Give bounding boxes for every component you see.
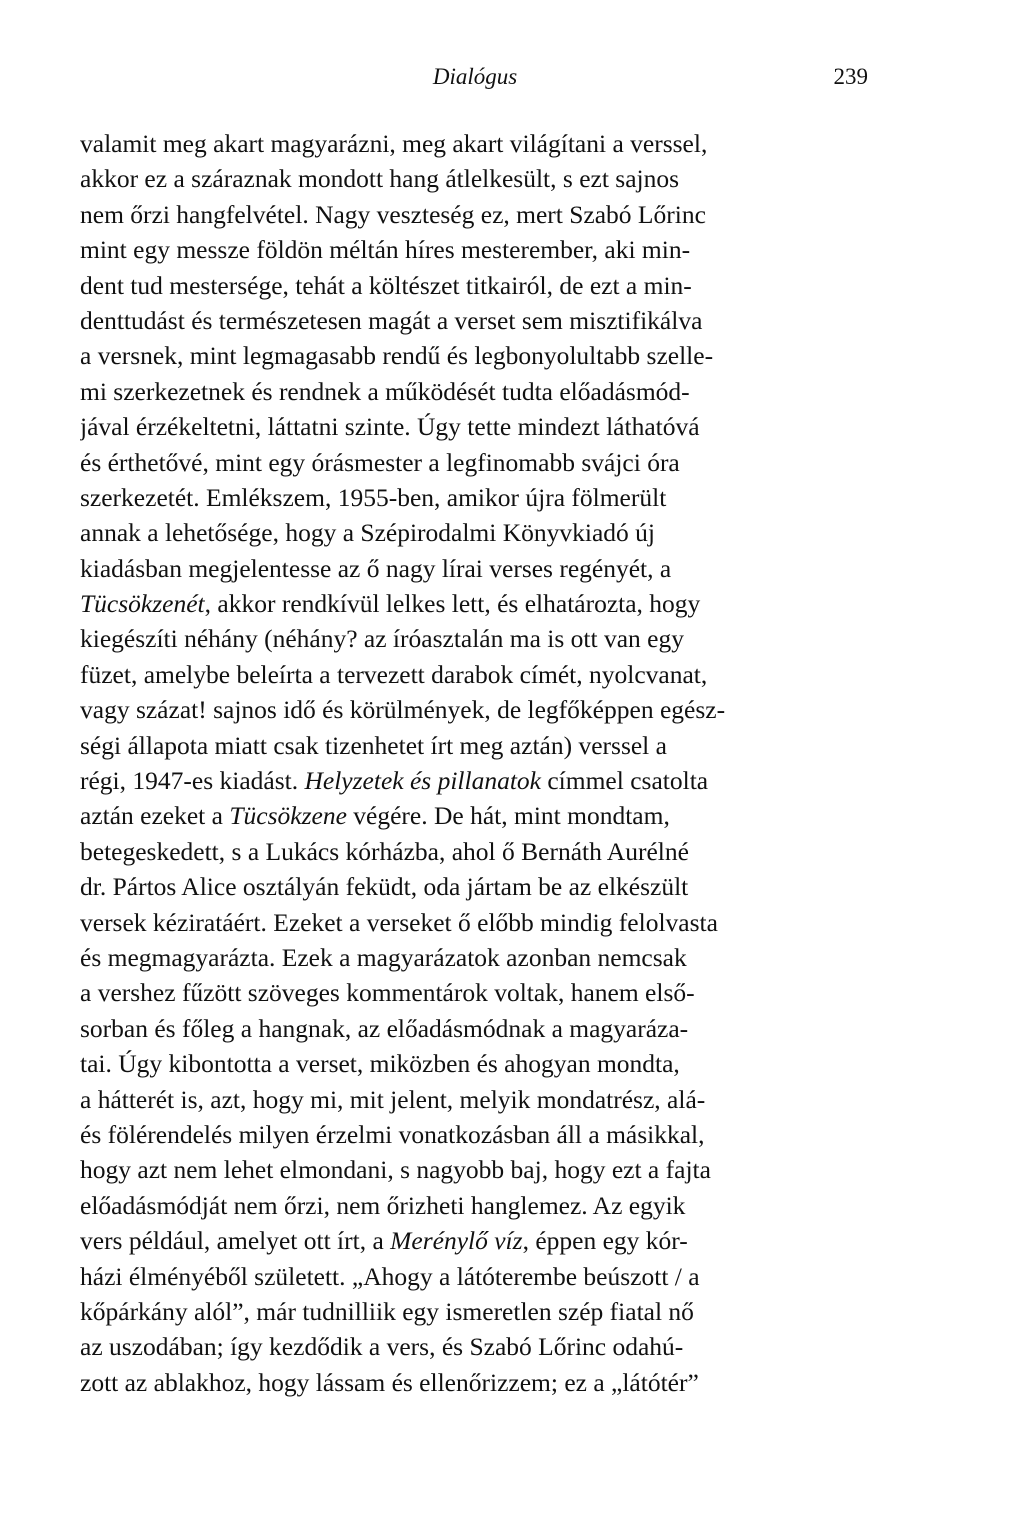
text-line: nem őrzi hangfelvétel. Nagy veszteség ez, mert Szabó Lőrinc (80, 199, 706, 229)
text-segment: régi, 1947-es kiadást. (80, 766, 305, 796)
italic-title: Merénylő víz (390, 1226, 523, 1256)
text-line: dent tud mestersége, tehát a költészet titkairól, de ezt a min- (80, 270, 692, 300)
text-line: zott az ablakhoz, hogy lássam és ellenőrizzem; ez a „látótér” (80, 1367, 699, 1397)
italic-title: Tücsökzene (229, 801, 347, 831)
body-text (80, 126, 868, 1400)
text-line: a hátterét is, azt, hogy mi, mit jelent, melyik mondatrész, alá- (80, 1084, 706, 1114)
text-line: akkor ez a száraznak mondott hang átlelkesült, s ezt sajnos (80, 164, 680, 194)
text-segment: vers például, amelyet ott írt, a (80, 1226, 391, 1256)
text-segment: , akkor rendkívül lelkes lett, és elhatározta, hogy (204, 589, 701, 619)
text-line: az uszodában; így kezdődik a vers, és Szabó Lőrinc odahú- (80, 1332, 684, 1362)
text-line: kőpárkány alól”, már tudnilliik egy ismeretlen szép fiatal nő (80, 1296, 694, 1326)
text-line: annak a lehetősége, hogy a Szépirodalmi Könyvkiadó új (80, 518, 656, 548)
text-line: sorban és főleg a hangnak, az előadásmódnak a magyaráza- (80, 1013, 689, 1043)
text-line (80, 798, 868, 833)
text-line: betegeskedett, s a Lukács kórházba, ahol ő Bernáth Aurélné (80, 836, 689, 866)
page-number: 239 (833, 64, 868, 89)
running-title: Dialógus (432, 64, 518, 89)
text-line: jával érzékeltetni, láttatni szinte. Úgy tette mindezt láthatóvá (80, 412, 700, 442)
text-line: a vershez fűzött szöveges kommentárok voltak, hanem első- (80, 978, 695, 1008)
text-line: a versnek, mint legmagasabb rendű és legbonyolultabb szelle- (80, 341, 714, 371)
text-line: kiadásban megjelentesse az ő nagy lírai verses regényét, a (80, 553, 672, 583)
text-line: vagy százat! sajnos idő és körülmények, de legfőképpen egész- (80, 695, 726, 725)
text-line: füzet, amelybe beleírta a tervezett darabok címét, nyolcvanat, (80, 659, 708, 689)
text-segment: , éppen egy kór- (522, 1226, 688, 1256)
text-line: kiegészíti néhány (néhány? az íróasztalán ma is ott van egy (80, 624, 684, 654)
text-line: ségi állapota miatt csak tizenhetet írt meg aztán) verssel a (80, 730, 667, 760)
text-line: mint egy messze földön méltán híres mesterember, aki min- (80, 235, 691, 265)
text-line: tai. Úgy kibontotta a verset, miközben és ahogyan mondta, (80, 1049, 680, 1079)
text-line: hogy azt nem lehet elmondani, s nagyobb baj, hogy ezt a fajta (80, 1155, 711, 1185)
text-line: dr. Pártos Alice osztályán feküdt, oda jártam be az elkészült (80, 872, 689, 902)
text-line: versek kéziratáért. Ezeket a verseket ő előbb mindig felolvasta (80, 907, 718, 937)
text-line: és érthetővé, mint egy órásmester a legfinomabb svájci óra (80, 447, 680, 477)
text-segment: végére. De hát, mint mondtam, (346, 801, 670, 831)
text-line: denttudást és természetesen magát a verset sem misztifikálva (80, 305, 703, 335)
text-line: házi élményéből született. „Ahogy a látóterembe beúszott / a (80, 1261, 700, 1291)
text-line: szerkezetét. Emlékszem, 1955-ben, amikor újra fölmerült (80, 482, 667, 512)
italic-title: Helyzetek és pillanatok (304, 766, 541, 796)
text-line (80, 586, 868, 621)
text-line: előadásmódját nem őrzi, nem őrizheti hanglemez. Az egyik (80, 1190, 686, 1220)
text-line: mi szerkezetnek és rendnek a működését tudta előadásmód- (80, 376, 690, 406)
text-segment: aztán ezeket a (80, 801, 230, 831)
text-line (80, 763, 868, 798)
italic-title: Tücsökzenét (80, 589, 205, 619)
text-line: valamit meg akart magyarázni, meg akart világítani a verssel, (80, 129, 708, 158)
text-segment: címmel csatolta (540, 766, 709, 796)
text-line (80, 1223, 868, 1258)
running-head (0, 62, 1024, 92)
text-line: és fölérendelés milyen érzelmi vonatkozásban áll a másikkal, (80, 1119, 705, 1149)
text-line: és megmagyarázta. Ezek a magyarázatok azonban nemcsak (80, 942, 687, 972)
